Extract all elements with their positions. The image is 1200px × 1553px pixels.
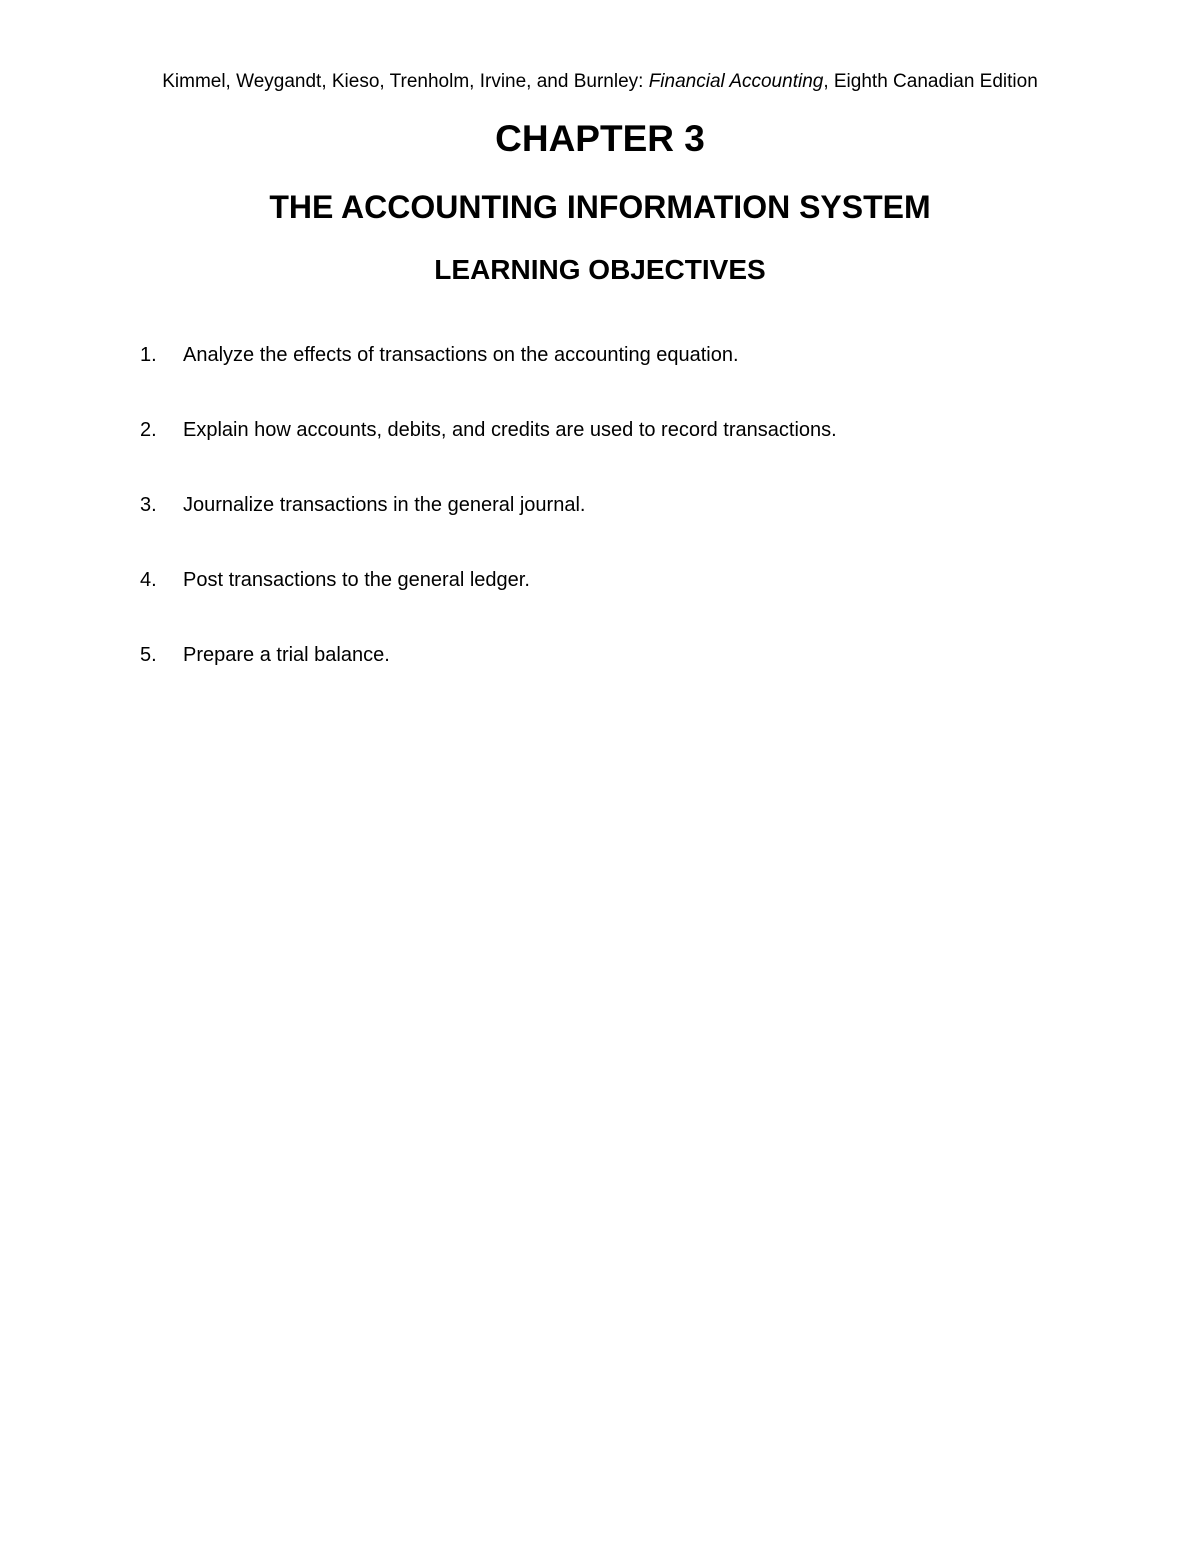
objective-text: Explain how accounts, debits, and credits are used to record transactions. xyxy=(183,419,837,441)
chapter-title: CHAPTER 3 xyxy=(495,118,705,159)
objective-number: 5. xyxy=(140,644,157,666)
objective-number: 4. xyxy=(140,569,157,591)
objective-text: Post transactions to the general ledger. xyxy=(183,569,530,591)
objective-number: 1. xyxy=(140,344,157,366)
header-edition: , Eighth Canadian Edition xyxy=(823,71,1038,92)
learning-objectives-heading: LEARNING OBJECTIVES xyxy=(434,254,766,285)
objective-text: Prepare a trial balance. xyxy=(183,644,390,666)
objective-text: Analyze the effects of transactions on the accounting equation. xyxy=(183,344,739,366)
running-header xyxy=(0,70,1200,94)
header-authors: Kimmel, Weygandt, Kieso, Trenholm, Irvine, and Burnley: xyxy=(162,71,644,92)
objective-text: Journalize transactions in the general journal. xyxy=(183,494,586,516)
chapter-subtitle: THE ACCOUNTING INFORMATION SYSTEM xyxy=(269,189,931,225)
objective-number: 2. xyxy=(140,419,157,441)
objective-number: 3. xyxy=(140,494,157,516)
header-book-title: Financial Accounting xyxy=(648,71,824,92)
